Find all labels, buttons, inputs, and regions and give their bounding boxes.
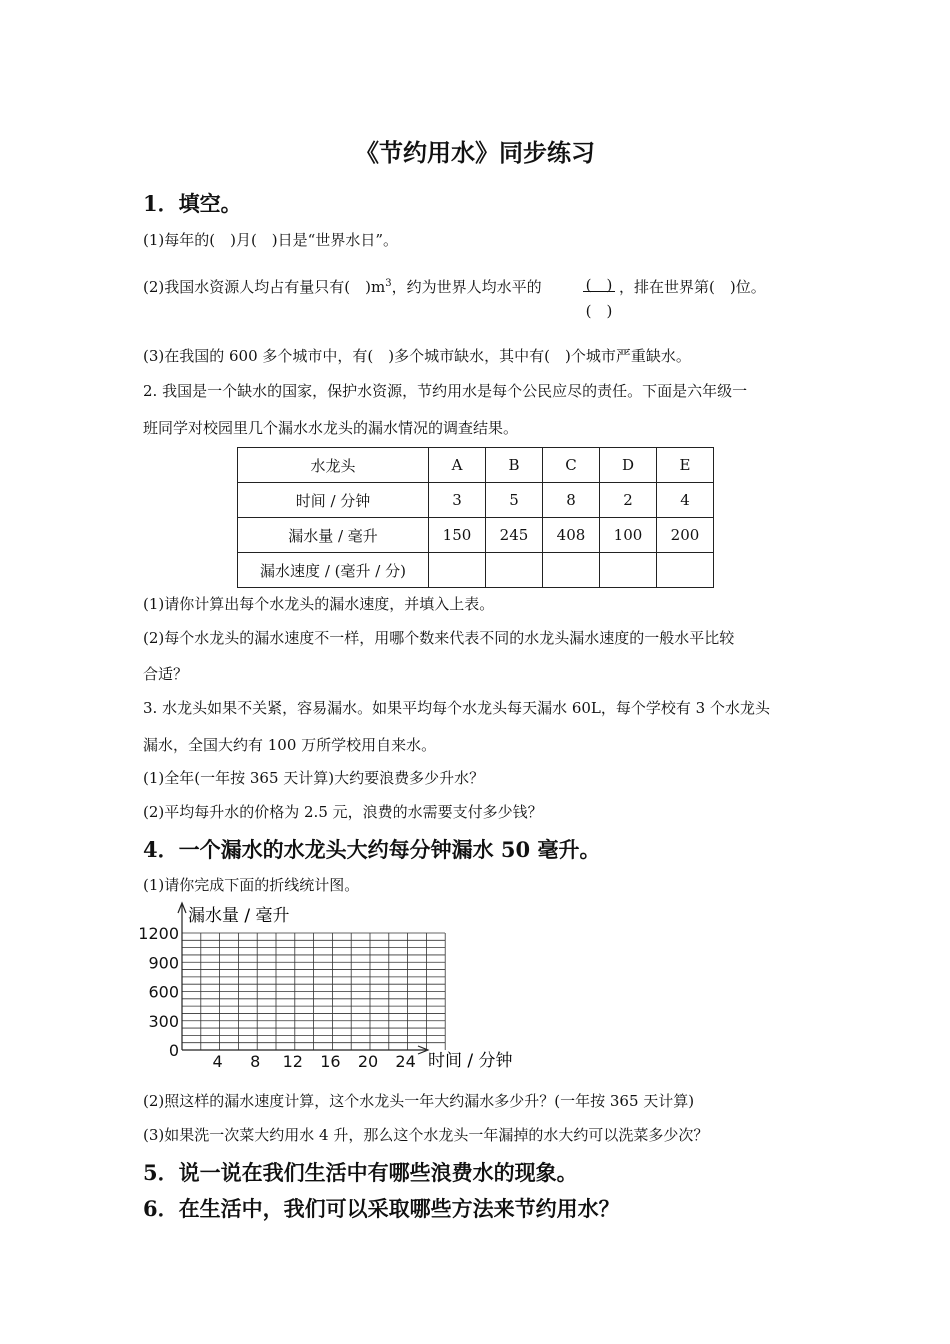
table-row-label: 漏水速度 / (毫升 / 分)	[238, 553, 429, 588]
fraction-denominator: ( )	[585, 302, 613, 320]
table-row	[238, 483, 714, 518]
table-header-row	[238, 448, 714, 483]
blank-cell[interactable]	[486, 553, 543, 588]
table-header-cell: C	[543, 448, 600, 483]
q2-sub2-line2: 合适？	[143, 665, 189, 683]
leak-line-chart	[130, 895, 530, 1080]
blank-cell[interactable]	[429, 553, 486, 588]
table-row	[238, 518, 714, 553]
x-tick-label: 8	[250, 1052, 261, 1071]
q1-sub2	[143, 276, 542, 297]
q1-sub2-tail: ，排在世界第( )位。	[619, 278, 766, 296]
q4-sub3: (3)如果洗一次菜大约用水 4 升，那么这个水龙头一年漏掉的水大约可以洗菜多少次？	[143, 1126, 709, 1144]
table-cell: 245	[486, 518, 543, 553]
table-header-cell: A	[429, 448, 486, 483]
table-row-label: 时间 / 分钟	[238, 483, 429, 518]
x-tick-label: 4	[212, 1052, 223, 1071]
table-cell: 2	[600, 483, 657, 518]
leak-table	[237, 447, 714, 588]
x-tick-label: 20	[357, 1052, 379, 1071]
table-cell: 8	[543, 483, 600, 518]
q3-sub2: (2)平均每升水的价格为 2.5 元，浪费的水需要支付多少钱？	[143, 803, 543, 821]
table-cell: 100	[600, 518, 657, 553]
blank-cell[interactable]	[600, 553, 657, 588]
chart-grid	[182, 933, 445, 1050]
q1-sub2-part1: (2)我国水资源人均占有量只有( )m	[143, 278, 386, 296]
y-tick-label: 900	[148, 953, 179, 973]
table-row	[238, 553, 714, 588]
fraction-bar	[583, 291, 615, 292]
q5-heading: 5．说一说在我们生活中有哪些浪费水的现象。	[143, 1160, 578, 1185]
q1-sub1: (1)每年的( )月( )日是“世界水日”。	[143, 231, 398, 249]
table-header-cell: E	[657, 448, 714, 483]
q1-heading: 1．填空。	[143, 191, 242, 216]
table-cell: 408	[543, 518, 600, 553]
q4-sub1: (1)请你完成下面的折线统计图。	[143, 876, 360, 894]
y-axis-label: 漏水量 / 毫升	[188, 906, 290, 926]
table-cell: 5	[486, 483, 543, 518]
x-axis-label: 时间 / 分钟	[428, 1051, 513, 1071]
q2-sub1: (1)请你计算出每个水龙头的漏水速度，并填入上表。	[143, 595, 495, 613]
page-title: 《节约用水》同步练习	[355, 138, 595, 167]
y-tick-label: 1200	[138, 924, 179, 943]
y-tick-label: 600	[148, 982, 179, 1002]
table-cell: 4	[657, 483, 714, 518]
table-cell: 200	[657, 518, 714, 553]
table-header-cell: D	[600, 448, 657, 483]
fraction-numerator: ( )	[585, 276, 613, 294]
chart-ticks	[138, 924, 415, 1071]
q2-text-line2: 班同学对校园里几个漏水水龙头的漏水情况的调查结果。	[143, 419, 519, 437]
q2-text-line1: 2. 我国是一个缺水的国家，保护水资源，节约用水是每个公民应尽的责任。下面是六年级一	[143, 382, 748, 400]
blank-cell[interactable]	[543, 553, 600, 588]
q1-sub2-sup: 3	[385, 278, 392, 289]
table-cell: 3	[429, 483, 486, 518]
q6-heading: 6．在生活中，我们可以采取哪些方法来节约用水？	[143, 1196, 620, 1221]
q2-sub2-line1: (2)每个水龙头的漏水速度不一样，用哪个数来代表不同的水龙头漏水速度的一般水平比较	[143, 629, 735, 647]
table-row-label: 漏水量 / 毫升	[238, 518, 429, 553]
y-tick-label: 0	[168, 1041, 179, 1060]
table-cell: 150	[429, 518, 486, 553]
q1-sub2-part2: ，约为世界人均水平的	[391, 278, 542, 296]
x-tick-label: 24	[395, 1052, 416, 1071]
q3-text-line2: 漏水，全国大约有 100 万所学校用自来水。	[143, 736, 437, 754]
x-tick-label: 12	[282, 1052, 303, 1071]
y-tick-label: 300	[148, 1011, 179, 1031]
q3-text-line1: 3. 水龙头如果不关紧，容易漏水。如果平均每个水龙头每天漏水 60L，每个学校有 3 个水龙头	[143, 699, 770, 717]
q1-sub3: (3)在我国的 600 多个城市中，有( )多个城市缺水，其中有( )个城市严重缺水。	[143, 347, 691, 365]
q4-sub2: (2)照这样的漏水速度计算，这个水龙头一年大约漏水多少升？(一年按 365 天计算)	[143, 1092, 695, 1110]
blank-cell[interactable]	[657, 553, 714, 588]
q3-sub1: (1)全年(一年按 365 天计算)大约要浪费多少升水？	[143, 769, 485, 787]
table-header-cell: B	[486, 448, 543, 483]
table-header-cell: 水龙头	[238, 448, 429, 483]
q4-heading: 4．一个漏水的水龙头大约每分钟漏水 50 毫升。	[143, 837, 601, 862]
x-tick-label: 16	[320, 1052, 341, 1071]
